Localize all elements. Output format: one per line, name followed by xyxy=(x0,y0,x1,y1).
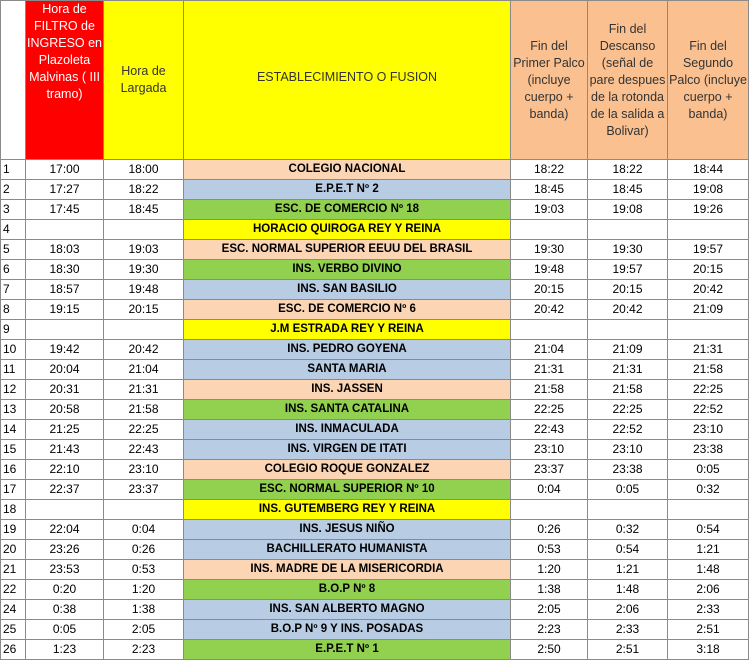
table-row xyxy=(1,240,749,260)
header-num xyxy=(1,1,26,160)
fin-segundo-palco-cell: 2:33 xyxy=(668,600,749,620)
fin-segundo-palco-cell xyxy=(668,500,749,520)
fin-descanso-cell: 1:21 xyxy=(588,560,668,580)
table-row xyxy=(1,460,749,480)
fin-primer-palco-cell: 22:25 xyxy=(511,400,588,420)
fin-descanso-cell: 19:30 xyxy=(588,240,668,260)
fin-segundo-palco-cell xyxy=(668,220,749,240)
hora-largada-cell: 19:48 xyxy=(104,280,184,300)
row-number-cell: 4 xyxy=(1,220,26,240)
header-filtro: Hora de FILTRO de INGRESO en Plazoleta Malvinas ( III tramo) xyxy=(26,1,104,160)
fin-segundo-palco-cell: 22:25 xyxy=(668,380,749,400)
fin-descanso-cell: 18:45 xyxy=(588,180,668,200)
establecimiento-cell: B.O.P Nº 8 xyxy=(184,580,511,600)
fin-segundo-palco-cell: 23:38 xyxy=(668,440,749,460)
establecimiento-cell: INS. INMACULADA xyxy=(184,420,511,440)
fin-descanso-cell: 22:52 xyxy=(588,420,668,440)
header-establecimiento: ESTABLECIMIENTO O FUSION xyxy=(184,1,511,160)
hora-largada-cell: 18:22 xyxy=(104,180,184,200)
establecimiento-cell: E.P.E.T Nº 1 xyxy=(184,640,511,660)
fin-segundo-palco-cell: 0:32 xyxy=(668,480,749,500)
table-row xyxy=(1,560,749,580)
table-row xyxy=(1,200,749,220)
fin-primer-palco-cell: 2:05 xyxy=(511,600,588,620)
hora-filtro-cell: 17:27 xyxy=(26,180,104,200)
hora-largada-cell: 19:03 xyxy=(104,240,184,260)
table-row xyxy=(1,500,749,520)
row-number-cell: 20 xyxy=(1,540,26,560)
fin-primer-palco-cell: 2:50 xyxy=(511,640,588,660)
establecimiento-cell: ESC. DE COMERCIO Nº 6 xyxy=(184,300,511,320)
fin-segundo-palco-cell: 0:05 xyxy=(668,460,749,480)
hora-largada-cell: 20:15 xyxy=(104,300,184,320)
establecimiento-cell: INS. SAN BASILIO xyxy=(184,280,511,300)
hora-largada-cell: 22:25 xyxy=(104,420,184,440)
row-number-cell: 1 xyxy=(1,160,26,180)
hora-largada-cell: 21:31 xyxy=(104,380,184,400)
fin-descanso-cell: 0:05 xyxy=(588,480,668,500)
table-row xyxy=(1,640,749,660)
establecimiento-cell: COLEGIO ROQUE GONZALEZ xyxy=(184,460,511,480)
hora-largada-cell: 23:10 xyxy=(104,460,184,480)
row-number-cell: 2 xyxy=(1,180,26,200)
row-number-cell: 13 xyxy=(1,400,26,420)
hora-largada-cell xyxy=(104,220,184,240)
establecimiento-cell: J.M ESTRADA REY Y REINA xyxy=(184,320,511,340)
fin-descanso-cell: 2:06 xyxy=(588,600,668,620)
hora-largada-cell: 1:20 xyxy=(104,580,184,600)
hora-largada-cell: 21:04 xyxy=(104,360,184,380)
establecimiento-cell: INS. JESUS NIÑO xyxy=(184,520,511,540)
fin-primer-palco-cell: 18:45 xyxy=(511,180,588,200)
fin-descanso-cell: 0:32 xyxy=(588,520,668,540)
fin-primer-palco-cell xyxy=(511,220,588,240)
hora-filtro-cell: 18:57 xyxy=(26,280,104,300)
hora-largada-cell: 18:45 xyxy=(104,200,184,220)
fin-segundo-palco-cell: 1:21 xyxy=(668,540,749,560)
hora-filtro-cell: 20:04 xyxy=(26,360,104,380)
row-number-cell: 11 xyxy=(1,360,26,380)
fin-segundo-palco-cell: 20:42 xyxy=(668,280,749,300)
hora-largada-cell: 0:53 xyxy=(104,560,184,580)
table-row xyxy=(1,340,749,360)
header-fin-segundo-palco: Fin del Segundo Palco (incluye cuerpo + banda) xyxy=(668,1,749,160)
fin-primer-palco-cell: 21:58 xyxy=(511,380,588,400)
hora-filtro-cell xyxy=(26,220,104,240)
hora-largada-cell: 20:42 xyxy=(104,340,184,360)
fin-primer-palco-cell: 2:23 xyxy=(511,620,588,640)
fin-primer-palco-cell: 23:37 xyxy=(511,460,588,480)
table-row xyxy=(1,400,749,420)
establecimiento-cell: ESC. DE COMERCIO Nº 18 xyxy=(184,200,511,220)
fin-primer-palco-cell: 0:53 xyxy=(511,540,588,560)
row-number-cell: 18 xyxy=(1,500,26,520)
row-number-cell: 9 xyxy=(1,320,26,340)
hora-filtro-cell: 22:04 xyxy=(26,520,104,540)
establecimiento-cell: HORACIO QUIROGA REY Y REINA xyxy=(184,220,511,240)
fin-segundo-palco-cell: 1:48 xyxy=(668,560,749,580)
fin-primer-palco-cell xyxy=(511,500,588,520)
hora-filtro-cell: 0:05 xyxy=(26,620,104,640)
table-row xyxy=(1,300,749,320)
table-row xyxy=(1,540,749,560)
establecimiento-cell: INS. VERBO DIVINO xyxy=(184,260,511,280)
table-row xyxy=(1,440,749,460)
fin-segundo-palco-cell: 2:51 xyxy=(668,620,749,640)
fin-descanso-cell: 21:31 xyxy=(588,360,668,380)
fin-descanso-cell: 2:33 xyxy=(588,620,668,640)
fin-segundo-palco-cell: 19:57 xyxy=(668,240,749,260)
fin-descanso-cell: 19:08 xyxy=(588,200,668,220)
establecimiento-cell: INS. MADRE DE LA MISERICORDIA xyxy=(184,560,511,580)
fin-primer-palco-cell: 19:30 xyxy=(511,240,588,260)
establecimiento-cell: INS. PEDRO GOYENA xyxy=(184,340,511,360)
fin-primer-palco-cell: 23:10 xyxy=(511,440,588,460)
table-body xyxy=(1,160,749,660)
establecimiento-cell: INS. JASSEN xyxy=(184,380,511,400)
table-row xyxy=(1,260,749,280)
table-row xyxy=(1,220,749,240)
hora-filtro-cell: 22:37 xyxy=(26,480,104,500)
row-number-cell: 7 xyxy=(1,280,26,300)
fin-primer-palco-cell: 1:20 xyxy=(511,560,588,580)
fin-descanso-cell: 21:58 xyxy=(588,380,668,400)
fin-descanso-cell: 18:22 xyxy=(588,160,668,180)
header-fin-descanso: Fin del Descanso (señal de pare despues de la rotonda de la salida a Bolivar) xyxy=(588,1,668,160)
fin-descanso-cell: 20:42 xyxy=(588,300,668,320)
fin-primer-palco-cell: 0:04 xyxy=(511,480,588,500)
fin-descanso-cell xyxy=(588,320,668,340)
hora-largada-cell: 22:43 xyxy=(104,440,184,460)
fin-primer-palco-cell: 0:26 xyxy=(511,520,588,540)
fin-primer-palco-cell: 1:38 xyxy=(511,580,588,600)
establecimiento-cell: B.O.P Nº 9 Y INS. POSADAS xyxy=(184,620,511,640)
hora-largada-cell: 2:23 xyxy=(104,640,184,660)
row-number-cell: 26 xyxy=(1,640,26,660)
fin-descanso-cell: 22:25 xyxy=(588,400,668,420)
fin-primer-palco-cell: 21:31 xyxy=(511,360,588,380)
hora-filtro-cell: 20:31 xyxy=(26,380,104,400)
hora-largada-cell: 1:38 xyxy=(104,600,184,620)
hora-filtro-cell: 20:58 xyxy=(26,400,104,420)
hora-filtro-cell: 21:43 xyxy=(26,440,104,460)
hora-filtro-cell: 17:45 xyxy=(26,200,104,220)
establecimiento-cell: INS. VIRGEN DE ITATI xyxy=(184,440,511,460)
fin-primer-palco-cell: 22:43 xyxy=(511,420,588,440)
row-number-cell: 3 xyxy=(1,200,26,220)
hora-filtro-cell: 22:10 xyxy=(26,460,104,480)
fin-segundo-palco-cell: 3:18 xyxy=(668,640,749,660)
hora-filtro-cell xyxy=(26,500,104,520)
hora-largada-cell: 19:30 xyxy=(104,260,184,280)
row-number-cell: 16 xyxy=(1,460,26,480)
fin-primer-palco-cell: 19:03 xyxy=(511,200,588,220)
table-row xyxy=(1,320,749,340)
hora-filtro-cell: 1:23 xyxy=(26,640,104,660)
header-fin-primer-palco: Fin del Primer Palco (incluye cuerpo + banda) xyxy=(511,1,588,160)
fin-segundo-palco-cell: 20:15 xyxy=(668,260,749,280)
fin-descanso-cell: 2:51 xyxy=(588,640,668,660)
fin-primer-palco-cell: 18:22 xyxy=(511,160,588,180)
fin-descanso-cell: 21:09 xyxy=(588,340,668,360)
fin-segundo-palco-cell: 18:44 xyxy=(668,160,749,180)
table-row xyxy=(1,480,749,500)
hora-largada-cell: 23:37 xyxy=(104,480,184,500)
fin-segundo-palco-cell: 0:54 xyxy=(668,520,749,540)
fin-primer-palco-cell xyxy=(511,320,588,340)
establecimiento-cell: E.P.E.T Nº 2 xyxy=(184,180,511,200)
fin-segundo-palco-cell xyxy=(668,320,749,340)
establecimiento-cell: ESC. NORMAL SUPERIOR EEUU DEL BRASIL xyxy=(184,240,511,260)
hora-filtro-cell: 19:15 xyxy=(26,300,104,320)
establecimiento-cell: ESC. NORMAL SUPERIOR Nº 10 xyxy=(184,480,511,500)
fin-segundo-palco-cell: 22:52 xyxy=(668,400,749,420)
table-row xyxy=(1,620,749,640)
fin-primer-palco-cell: 19:48 xyxy=(511,260,588,280)
row-number-cell: 22 xyxy=(1,580,26,600)
establecimiento-cell: COLEGIO NACIONAL xyxy=(184,160,511,180)
row-number-cell: 10 xyxy=(1,340,26,360)
hora-largada-cell: 18:00 xyxy=(104,160,184,180)
hora-filtro-cell: 18:30 xyxy=(26,260,104,280)
header-largada: Hora de Largada xyxy=(104,1,184,160)
fin-segundo-palco-cell: 23:10 xyxy=(668,420,749,440)
row-number-cell: 21 xyxy=(1,560,26,580)
table-row xyxy=(1,360,749,380)
hora-filtro-cell xyxy=(26,320,104,340)
hora-largada-cell: 21:58 xyxy=(104,400,184,420)
fin-descanso-cell xyxy=(588,220,668,240)
hora-filtro-cell: 23:26 xyxy=(26,540,104,560)
header-row xyxy=(1,1,749,160)
fin-segundo-palco-cell: 2:06 xyxy=(668,580,749,600)
table-row xyxy=(1,600,749,620)
fin-descanso-cell xyxy=(588,500,668,520)
fin-primer-palco-cell: 21:04 xyxy=(511,340,588,360)
row-number-cell: 12 xyxy=(1,380,26,400)
table-row xyxy=(1,520,749,540)
row-number-cell: 14 xyxy=(1,420,26,440)
hora-filtro-cell: 0:20 xyxy=(26,580,104,600)
hora-filtro-cell: 23:53 xyxy=(26,560,104,580)
fin-segundo-palco-cell: 21:58 xyxy=(668,360,749,380)
fin-descanso-cell: 23:38 xyxy=(588,460,668,480)
row-number-cell: 15 xyxy=(1,440,26,460)
establecimiento-cell: INS. SANTA CATALINA xyxy=(184,400,511,420)
fin-descanso-cell: 20:15 xyxy=(588,280,668,300)
hora-filtro-cell: 21:25 xyxy=(26,420,104,440)
fin-segundo-palco-cell: 19:08 xyxy=(668,180,749,200)
fin-segundo-palco-cell: 21:31 xyxy=(668,340,749,360)
hora-largada-cell: 2:05 xyxy=(104,620,184,640)
establecimiento-cell: INS. GUTEMBERG REY Y REINA xyxy=(184,500,511,520)
table-row xyxy=(1,380,749,400)
fin-descanso-cell: 19:57 xyxy=(588,260,668,280)
hora-filtro-cell: 18:03 xyxy=(26,240,104,260)
row-number-cell: 25 xyxy=(1,620,26,640)
table-row xyxy=(1,180,749,200)
row-number-cell: 24 xyxy=(1,600,26,620)
row-number-cell: 5 xyxy=(1,240,26,260)
establecimiento-cell: SANTA MARIA xyxy=(184,360,511,380)
hora-filtro-cell: 17:00 xyxy=(26,160,104,180)
fin-primer-palco-cell: 20:15 xyxy=(511,280,588,300)
hora-largada-cell xyxy=(104,500,184,520)
fin-segundo-palco-cell: 21:09 xyxy=(668,300,749,320)
hora-filtro-cell: 0:38 xyxy=(26,600,104,620)
row-number-cell: 8 xyxy=(1,300,26,320)
fin-descanso-cell: 23:10 xyxy=(588,440,668,460)
fin-descanso-cell: 0:54 xyxy=(588,540,668,560)
row-number-cell: 6 xyxy=(1,260,26,280)
row-number-cell: 17 xyxy=(1,480,26,500)
hora-largada-cell: 0:04 xyxy=(104,520,184,540)
hora-largada-cell xyxy=(104,320,184,340)
table-row xyxy=(1,280,749,300)
table-row xyxy=(1,580,749,600)
fin-primer-palco-cell: 20:42 xyxy=(511,300,588,320)
row-number-cell: 19 xyxy=(1,520,26,540)
hora-largada-cell: 0:26 xyxy=(104,540,184,560)
fin-segundo-palco-cell: 19:26 xyxy=(668,200,749,220)
hora-filtro-cell: 19:42 xyxy=(26,340,104,360)
establecimiento-cell: INS. SAN ALBERTO MAGNO xyxy=(184,600,511,620)
table-row xyxy=(1,420,749,440)
table-row xyxy=(1,160,749,180)
fin-descanso-cell: 1:48 xyxy=(588,580,668,600)
establecimiento-cell: BACHILLERATO HUMANISTA xyxy=(184,540,511,560)
